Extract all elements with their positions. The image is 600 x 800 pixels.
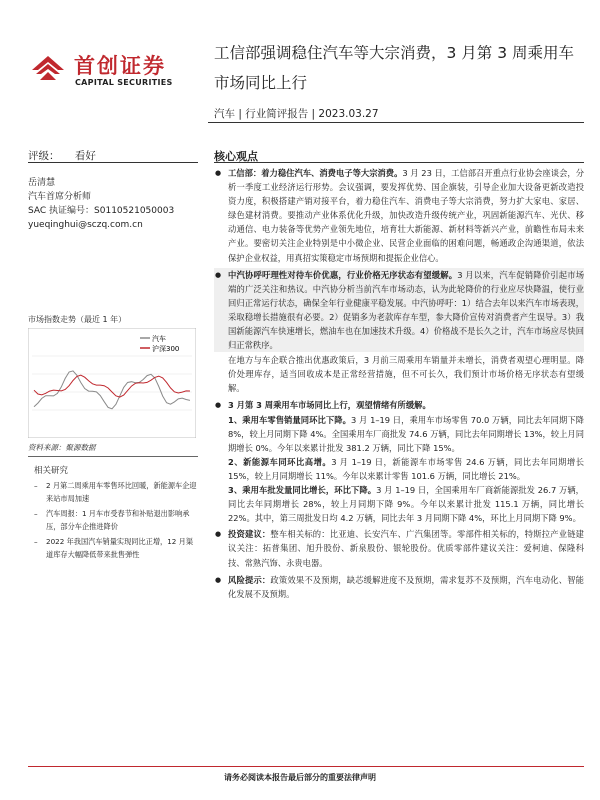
market-item-3-head: 3、乘用车批发量同比增长，环比下降。 [228,485,377,496]
market-item-1-head: 1、乘用车零售销量同环比下降。 [228,414,352,425]
report-title: 工信部强调稳住汽车等大宗消费，3 月第 3 周乘用车市场同比上行 [214,44,575,92]
related-item[interactable]: – 汽车周报：1 月车市受春节和补贴退出影响承压，部分车企推进降价 [34,508,200,533]
chart-source: 资料来源：聚源数据 [28,443,96,452]
point-risk-text: 政策效果不及预期，缺芯缓解进度不及预期，需求复苏不及预期，汽车电动化、智能化发展不及预期。 [228,574,584,599]
report-meta: 汽车 | 行业简评报告 | 2023.03.27 [214,108,379,120]
legal-notice: 请务必阅读本报告最后部分的重要法律声明 [224,773,376,782]
logo-mark-icon [28,50,68,86]
market-item-2-text: 3 月 1–19 日，新能源车市场零售 24.6 万辆，同比去年同期增长 15%，较上月同期增长 11%。今年以来累计零售 101.6 万辆，同比增长 21%。 [228,456,584,481]
analyst-info [28,176,174,232]
rating-value: 看好 [74,150,96,162]
logo-name-cn: 首创证券 [74,54,166,78]
point-market-head: 3 月第 3 周乘用车市场同比上行，观望情绪有所缓解。 [228,399,431,410]
index-chart [28,328,196,438]
point-investment-text: 整车相关标的：比亚迪、长安汽车、广汽集团等。零部件相关标的，特斯拉产业链建议关注：拓普集团、旭升股份、新泉股份、银轮股份。优质零部件建议关注：爱柯迪、保隆科技、常熟汽饰、永贵电器。 [228,529,584,568]
analyst-email[interactable]: yueqinghui@sczq.com.cn [28,220,143,230]
market-item-3-text: 3 月 1–19 日，全国乘用车厂商新能源批发 26.7 万辆，同比去年同期增长 28%，较上月同期下降 9%。今年以来累计批发 115.1 万辆，同比增长 22%。其中，第三周批发日均 4.2 万辆，同比去年 3 月同期下降 4%，环比上月同期下降 9%。 [228,485,584,524]
legend-label-hs300: 沪深300 [152,345,180,353]
point-policy [214,166,584,265]
left-divider [28,162,198,163]
legend-label-auto: 汽车 [152,335,166,343]
point-price-war-text: 3 月以来，汽车促销降价引起市场端的广泛关注和热议。中汽协分析当前汽车市场动态，认为此轮降价的行业应尽快降温，使行业回归正常运行状态，确保全年行业健康平稳发展。中汽协呼吁：1）结合去年以来汽车市场表现，采取稳增长措施很有必要。2）促销多为老款库存车型，参大降价宣传对消费者产生误导。3）我国新能源汽车快速增长，燃油车也在加速技术升级。4）价格战不是长久之计，汽车市场应尽快回归正常秩序。 [228,269,584,351]
point-policy-text: 3 月 23 日，工信部召开重点行业协会座谈会，分析一季度工业经济运行形势。会议强调，要发挥优势、国企旗装，引导企业加大设备更新改造投资力度，积极搭建产销对接平台，着力稳住汽车、消费电子等大宗消费，努力扩大家电、家居、绿色建材消费。要推动产业体系优化升级，加快改造升级传统产业，巩固新能源汽车、光伏、移动通信、电力装备等优势产业领先地位，培育壮大新能源、新材料等新兴产业，前瞻性布局未来产业。要密切关注企业特别是中小微企业、民营企业面临的困难问题，畅通政企沟通渠道，依法保护企业权益，用真招实策稳定市场预期和提振企业信心。 [228,168,584,263]
rating [28,148,198,163]
analyst-role: 汽车首席分析师 [28,192,92,202]
right-divider [214,162,584,163]
market-item-1-text: 3 月 1–19 日，乘用车市场零售 70.0 万辆，同比去年同期下降 8%，较上月同期下降 4%。全国乘用车厂商批发 74.6 万辆，同比去年同期增长 13%，较上月同期增长 0%。今年以来累计批发 381.2 万辆，同比下降 15%。 [228,414,584,453]
point-market [214,398,584,412]
point-investment-head: 投资建议： [228,529,271,540]
company-logo [28,48,198,94]
related-item[interactable]: – 2022 年我国汽车销量实现同比正增，12 月渠道库存大幅降低带来批售弹性 [34,536,200,561]
related-research-list [34,480,200,564]
point-price-war-head: 中汽协呼吁理性对待车价优惠，行业价格无序状态有望缓解。 [228,269,458,280]
logo-name-en: CAPITAL SECURITIES [75,78,173,87]
chart-title: 市场指数走势（最近 1 年） [28,315,127,324]
point-price-war [214,268,584,353]
point-risk [214,573,584,601]
core-views-title: 核心观点 [214,150,258,163]
point-risk-head: 风险提示： [228,574,271,585]
left-divider-2 [28,456,198,457]
market-item-2 [214,455,584,483]
core-views-body [214,166,584,602]
footer-divider [28,766,584,767]
point-investment [214,527,584,569]
rating-label: 评级： [28,150,60,162]
market-item-1 [214,413,584,455]
related-research-title: 相关研究 [34,466,69,476]
market-item-2-head: 2、新能源车同环比高增。 [228,456,332,467]
point-price-war-sub: 在地方与车企联合推出优惠政策后，3 月前三周乘用车销量并未增长，消费者观望心理明显。降价处理库存，适当回收成本是正常经营措施，但不可长久，我们预计市场价格无序状态有望缓解。 [228,355,584,394]
index-chart-svg [28,328,196,438]
related-item[interactable]: – 2 月第二周乘用车零售环比回暖，新能源车企迎来站市局加速 [34,480,200,505]
analyst-name: 岳清慧 [28,178,56,188]
point-policy-head: 工信部：着力稳住汽车、消费电子等大宗消费。 [228,168,403,178]
analyst-sac: SAC 执证编号：S0110521050003 [28,206,175,216]
market-item-3 [214,483,584,525]
header-divider [208,122,584,123]
